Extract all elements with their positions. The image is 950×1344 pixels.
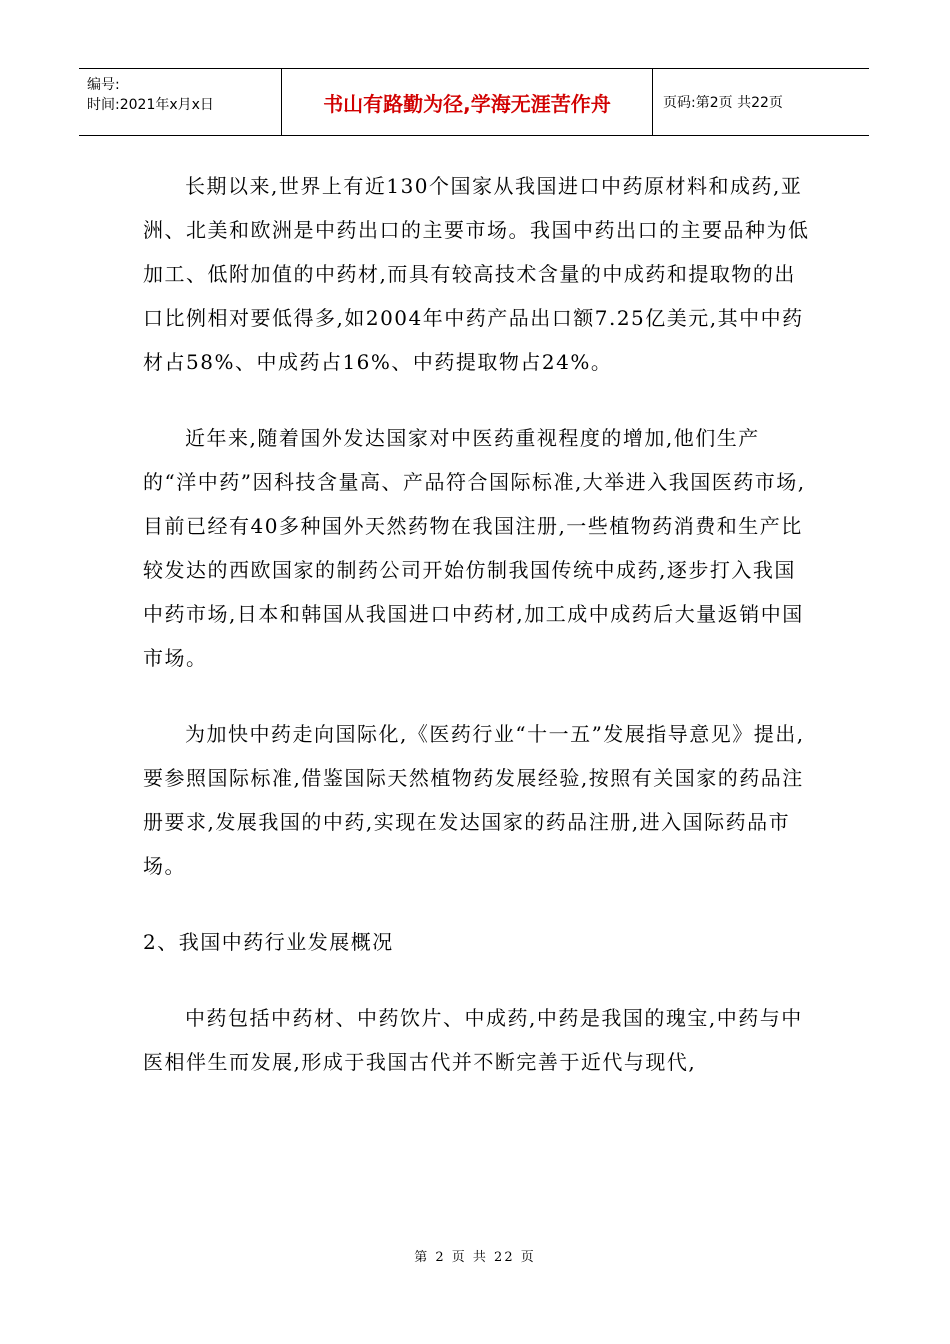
section-heading: 2、我国中药行业发展概况 [143,930,394,954]
header-motto: 书山有路勤为径,学海无涯苦作舟 [282,69,653,135]
paragraph-export-overview: 长期以来,世界上有近130个国家从我国进口中药原材料和成药,亚洲、北美和欧洲是中药出口的主要市场。我国中药出口的主要品种为低加工、低附加值的中药材,而具有较高技术含量的中成药和提取物的出口比例相对要低得多,如2004年中药产品出口额7.25亿美元,其中中药材占58%、中成药占16%、中药提取物占24%。 [143,174,810,374]
time-label: 时间:2021年x月x日 [87,97,214,113]
header-page-info: 页码:第2页 共22页 [663,95,783,111]
page-footer: 第 2 页 共 22 页 [414,1250,536,1265]
number-label: 编号: [87,77,120,93]
page-header [79,68,869,136]
header-meta [79,69,282,135]
paragraph-industry-intro: 中药包括中药材、中药饮片、中成药,中药是我国的瑰宝,中药与中医相伴生而发展,形成于我国古代并不断完善于近代与现代, [143,1006,803,1074]
paragraph-foreign-medicine: 近年来,随着国外发达国家对中医药重视程度的增加,他们生产的“洋中药”因科技含量高、产品符合国际标准,大举进入我国医药市场,目前已经有40多种国外天然药物在我国注册,一些植物药消费和生产比较发达的西欧国家的制药公司开始仿制我国传统中成药,逐步打入我国中药市场,日本和韩国从我国进口中药材,加工成中成药后大量返销中国市场。 [143,426,806,670]
document-body [143,164,811,1084]
paragraph-internationalization: 为加快中药走向国际化,《医药行业“十一五”发展指导意见》提出,要参照国际标准,借鉴国际天然植物药发展经验,按照有关国家的药品注册要求,发展我国的中药,实现在发达国家的药品注册,进入国际药品市场。 [143,722,805,878]
